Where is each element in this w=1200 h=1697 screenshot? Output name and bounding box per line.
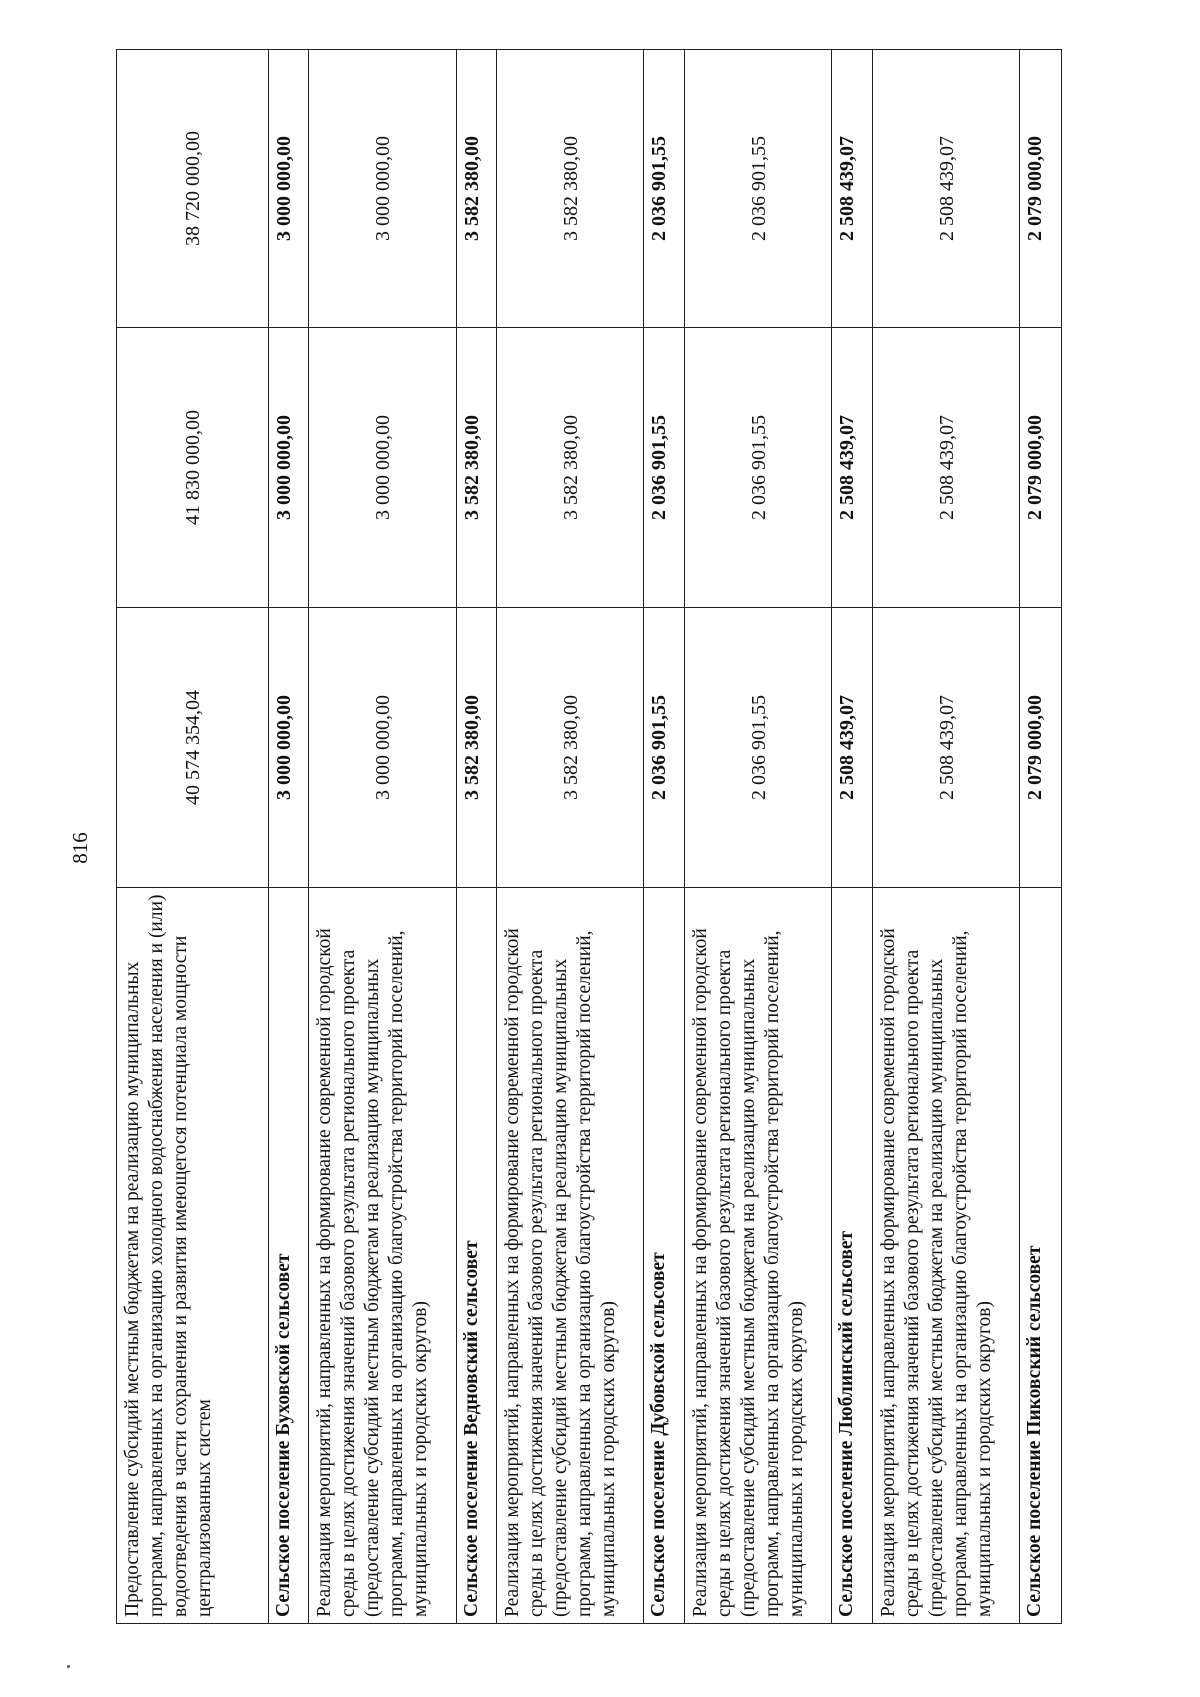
settlement-name: Сельское поселение Люблинский сельсовет bbox=[832, 888, 873, 1624]
row-description: Реализация мероприятий, направленных на формирование современной городской среды в целях достижения значений базового результата регионального проекта (предоставление субсидий местным бюджетам на реализацию муниципальных программ, направленных на организацию благоустройства территорий поселений, муниципальных и городских округов) bbox=[872, 888, 1019, 1624]
value-col-3: 2 508 439,07 bbox=[832, 50, 873, 328]
value-col-1: 2 508 439,07 bbox=[872, 608, 1019, 888]
scan-speck bbox=[67, 1665, 70, 1668]
value-col-3: 3 582 380,00 bbox=[456, 50, 497, 328]
settlement-name: Сельское поселение Ведновский сельсовет bbox=[456, 888, 497, 1624]
value-col-1: 3 582 380,00 bbox=[456, 608, 497, 888]
value-col-3: 2 036 901,55 bbox=[644, 50, 685, 328]
settlement-header-row bbox=[456, 50, 497, 1624]
value-col-2: 41 830 000,00 bbox=[117, 328, 269, 608]
row-description: Предоставление субсидий местным бюджетам на реализацию муниципальных программ, направленных на организацию холодного водоснабжения населения и (или) водоотведения в части сохранения и развития имеющегося потенциала мощности централизованных систем bbox=[117, 888, 269, 1624]
value-col-3: 2 079 000,00 bbox=[1020, 50, 1062, 328]
value-col-2: 3 582 380,00 bbox=[497, 328, 644, 608]
page-number: 816 bbox=[68, 832, 92, 864]
settlement-header-row bbox=[268, 50, 309, 1624]
value-col-1: 2 079 000,00 bbox=[1020, 608, 1062, 888]
settlement-header-row bbox=[1020, 50, 1062, 1624]
value-col-2: 3 000 000,00 bbox=[268, 328, 309, 608]
settlement-name: Сельское поселение Дубовской сельсовет bbox=[644, 888, 685, 1624]
value-col-3: 3 000 000,00 bbox=[268, 50, 309, 328]
settlement-name: Сельское поселение Буховской сельсовет bbox=[268, 888, 309, 1624]
settlement-header-row bbox=[644, 50, 685, 1624]
settlement-header-row bbox=[832, 50, 873, 1624]
value-col-2: 2 036 901,55 bbox=[644, 328, 685, 608]
value-col-3: 38 720 000,00 bbox=[117, 50, 269, 328]
table-row bbox=[497, 50, 644, 1624]
value-col-3: 2 508 439,07 bbox=[872, 50, 1019, 328]
value-col-1: 2 036 901,55 bbox=[685, 608, 832, 888]
value-col-1: 3 582 380,00 bbox=[497, 608, 644, 888]
value-col-3: 3 000 000,00 bbox=[309, 50, 456, 328]
settlement-name: Сельское поселение Пиковский сельсовет bbox=[1020, 888, 1062, 1624]
value-col-1: 2 036 901,55 bbox=[644, 608, 685, 888]
table-row bbox=[685, 50, 832, 1624]
value-col-1: 40 574 354,04 bbox=[117, 608, 269, 888]
value-col-1: 3 000 000,00 bbox=[268, 608, 309, 888]
value-col-1: 2 508 439,07 bbox=[832, 608, 873, 888]
value-col-2: 2 079 000,00 bbox=[1020, 328, 1062, 608]
table-row bbox=[309, 50, 456, 1624]
table-row bbox=[872, 50, 1019, 1624]
value-col-3: 2 036 901,55 bbox=[685, 50, 832, 328]
budget-table bbox=[116, 49, 1062, 1624]
value-col-1: 3 000 000,00 bbox=[309, 608, 456, 888]
value-col-2: 3 582 380,00 bbox=[456, 328, 497, 608]
value-col-2: 2 508 439,07 bbox=[872, 328, 1019, 608]
table-row bbox=[117, 50, 269, 1624]
value-col-2: 3 000 000,00 bbox=[309, 328, 456, 608]
rotated-page-content bbox=[116, 50, 1062, 1624]
row-description: Реализация мероприятий, направленных на формирование современной городской среды в целях достижения значений базового результата регионального проекта (предоставление субсидий местным бюджетам на реализацию муниципальных программ, направленных на организацию благоустройства территорий поселений, муниципальных и городских округов) bbox=[497, 888, 644, 1624]
row-description: Реализация мероприятий, направленных на формирование современной городской среды в целях достижения значений базового результата регионального проекта (предоставление субсидий местным бюджетам на реализацию муниципальных программ, направленных на организацию благоустройства территорий поселений, муниципальных и городских округов) bbox=[309, 888, 456, 1624]
row-description: Реализация мероприятий, направленных на формирование современной городской среды в целях достижения значений базового результата регионального проекта (предоставление субсидий местным бюджетам на реализацию муниципальных программ, направленных на организацию благоустройства территорий поселений, муниципальных и городских округов) bbox=[685, 888, 832, 1624]
value-col-2: 2 036 901,55 bbox=[685, 328, 832, 608]
value-col-3: 3 582 380,00 bbox=[497, 50, 644, 328]
value-col-2: 2 508 439,07 bbox=[832, 328, 873, 608]
